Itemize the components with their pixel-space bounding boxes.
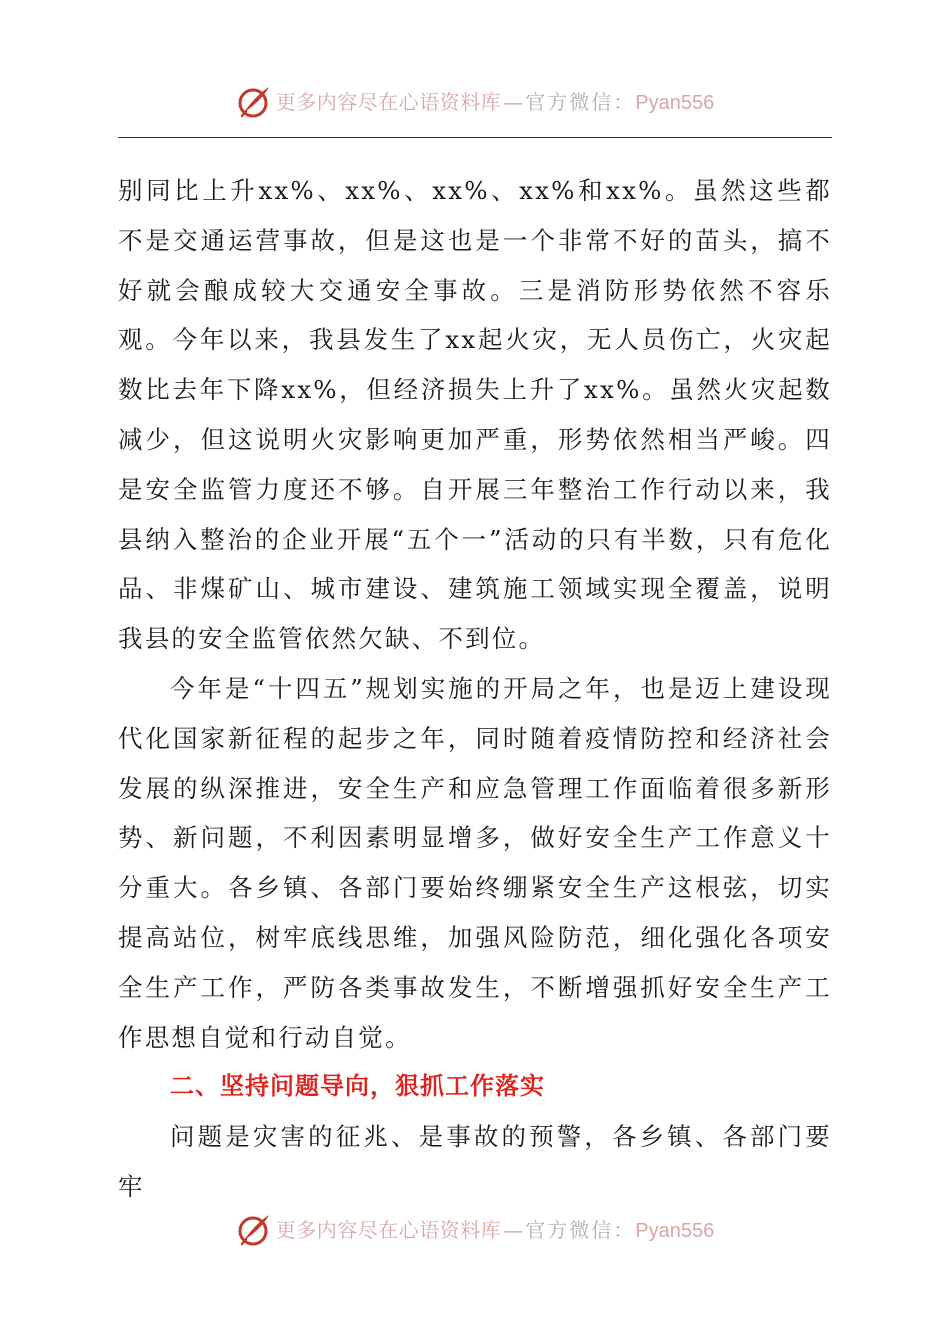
footer-dash: — — [503, 1217, 524, 1242]
header-banner — [0, 80, 950, 124]
header-slogan: 更多内容尽在心语资料库 — [275, 89, 502, 114]
paragraph-continuation: 别同比上升xx%、xx%、xx%、xx%和xx%。虽然这些都不是交通运营事故，但是这也是一个非常不好的苗头，搞不好就会酿成较大交通安全事故。三是消防形势依然不容乐观。今年以来，我县发生了xx起火灾，无人员伤亡，火灾起数比去年下降xx%，但经济损失上升了xx%。虽然火灾起数减少，但这说明火灾影响更加严重，形势依然相当严峻。四是安全监管力度还不够。自开展三年整治工作行动以来，我县纳入整治的企业开展“五个一”活动的只有半数，只有危化品、非煤矿山、城市建设、建筑施工领域实现全覆盖，说明我县的安全监管依然欠缺、不到位。 — [118, 176, 832, 654]
footer-slogan: 更多内容尽在心语资料库 — [275, 1217, 502, 1242]
header-wechat-id: Pyan556 — [635, 91, 715, 114]
document-body — [118, 166, 832, 1212]
footer-banner — [0, 1208, 950, 1252]
quill-logo-icon — [236, 84, 272, 120]
header-wechat-label: 官方微信： — [525, 89, 636, 114]
footer-wechat-id: Pyan556 — [635, 1219, 715, 1242]
footer-wechat-label: 官方微信： — [525, 1217, 636, 1242]
header-dash: — — [503, 89, 524, 114]
quill-logo-icon — [236, 1212, 272, 1248]
section-heading: 二、坚持问题导向，狠抓工作落实 — [170, 1072, 545, 1101]
paragraph-situation: 今年是“十四五”规划实施的开局之年，也是迈上建设现代化国家新征程的起步之年，同时随着疫情防控和经济社会发展的纵深推进，安全生产和应急管理工作面临着很多新形势、新问题，不利因素明显增多，做好安全生产工作意义十分重大。各乡镇、各部门要始终绷紧安全生产这根弦，切实提高站位，树牢底线思维，加强风险防范，细化强化各项安全生产工作，严防各类事故发生，不断增强抓好安全生产工作思想自觉和行动自觉。 — [118, 673, 832, 1052]
paragraph-problems: 问题是灾害的征兆、是事故的预警，各乡镇、各部门要牢 — [118, 1122, 832, 1201]
header-divider — [118, 137, 832, 138]
